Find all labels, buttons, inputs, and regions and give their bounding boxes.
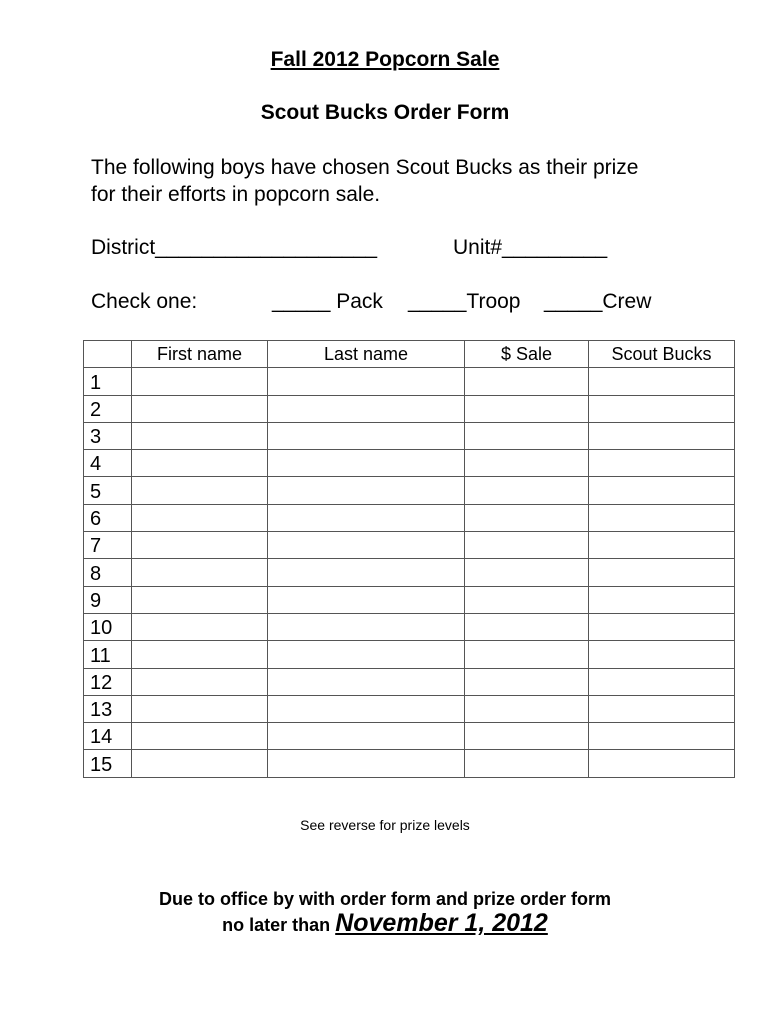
row-number: 1 bbox=[84, 368, 132, 395]
last-name-cell[interactable] bbox=[268, 668, 465, 695]
last-name-cell[interactable] bbox=[268, 532, 465, 559]
last-name-cell[interactable] bbox=[268, 504, 465, 531]
last-name-cell[interactable] bbox=[268, 695, 465, 722]
check-one-label: Check one: bbox=[91, 290, 198, 313]
row-number: 5 bbox=[84, 477, 132, 504]
row-number: 2 bbox=[84, 395, 132, 422]
column-header-last-name: Last name bbox=[268, 341, 465, 368]
last-name-cell[interactable] bbox=[268, 477, 465, 504]
table-row bbox=[84, 750, 735, 777]
table-row bbox=[84, 723, 735, 750]
sale-cell[interactable] bbox=[465, 504, 589, 531]
sale-cell[interactable] bbox=[465, 613, 589, 640]
pack-option[interactable]: _____ Pack bbox=[272, 290, 383, 313]
due-line-1: Due to office by with order form and prize order form bbox=[158, 889, 612, 909]
unit-field[interactable]: Unit#_________ bbox=[453, 236, 608, 259]
form-title: Fall 2012 Popcorn Sale bbox=[270, 48, 500, 71]
last-name-cell[interactable] bbox=[268, 368, 465, 395]
column-header-number bbox=[84, 341, 132, 368]
table-body bbox=[84, 368, 735, 777]
scout-bucks-cell[interactable] bbox=[589, 368, 735, 395]
intro-text: The following boys have chosen Scout Bucks as their prize for their efforts in popcorn sale. bbox=[91, 156, 639, 206]
scout-bucks-cell[interactable] bbox=[589, 477, 735, 504]
scout-bucks-cell[interactable] bbox=[589, 532, 735, 559]
sale-cell[interactable] bbox=[465, 368, 589, 395]
first-name-cell[interactable] bbox=[132, 586, 268, 613]
last-name-cell[interactable] bbox=[268, 613, 465, 640]
due-date: November 1, 2012 bbox=[335, 909, 548, 937]
sale-cell[interactable] bbox=[465, 723, 589, 750]
table-row bbox=[84, 504, 735, 531]
column-header-scout-bucks: Scout Bucks bbox=[589, 341, 735, 368]
scout-bucks-cell[interactable] bbox=[589, 504, 735, 531]
table-row bbox=[84, 422, 735, 449]
table-row bbox=[84, 613, 735, 640]
first-name-cell[interactable] bbox=[132, 477, 268, 504]
sale-cell[interactable] bbox=[465, 395, 589, 422]
column-header-first-name: First name bbox=[132, 341, 268, 368]
first-name-cell[interactable] bbox=[132, 422, 268, 449]
row-number: 12 bbox=[84, 668, 132, 695]
last-name-cell[interactable] bbox=[268, 422, 465, 449]
first-name-cell[interactable] bbox=[132, 613, 268, 640]
last-name-cell[interactable] bbox=[268, 723, 465, 750]
due-line-2 bbox=[0, 909, 770, 938]
table-row bbox=[84, 668, 735, 695]
row-number: 11 bbox=[84, 641, 132, 668]
first-name-cell[interactable] bbox=[132, 504, 268, 531]
sale-cell[interactable] bbox=[465, 559, 589, 586]
last-name-cell[interactable] bbox=[268, 641, 465, 668]
table-row bbox=[84, 695, 735, 722]
row-number: 7 bbox=[84, 532, 132, 559]
scout-bucks-cell[interactable] bbox=[589, 723, 735, 750]
table-row bbox=[84, 532, 735, 559]
scout-bucks-cell[interactable] bbox=[589, 613, 735, 640]
first-name-cell[interactable] bbox=[132, 723, 268, 750]
sale-cell[interactable] bbox=[465, 750, 589, 777]
table-row bbox=[84, 641, 735, 668]
scout-bucks-cell[interactable] bbox=[589, 450, 735, 477]
scout-bucks-cell[interactable] bbox=[589, 695, 735, 722]
table-row bbox=[84, 450, 735, 477]
first-name-cell[interactable] bbox=[132, 750, 268, 777]
last-name-cell[interactable] bbox=[268, 559, 465, 586]
row-number: 4 bbox=[84, 450, 132, 477]
row-number: 8 bbox=[84, 559, 132, 586]
scout-bucks-cell[interactable] bbox=[589, 586, 735, 613]
district-field[interactable]: District___________________ bbox=[91, 236, 378, 259]
first-name-cell[interactable] bbox=[132, 395, 268, 422]
first-name-cell[interactable] bbox=[132, 668, 268, 695]
column-header-sale: $ Sale bbox=[465, 341, 589, 368]
table-row bbox=[84, 477, 735, 504]
first-name-cell[interactable] bbox=[132, 368, 268, 395]
first-name-cell[interactable] bbox=[132, 695, 268, 722]
scout-bucks-cell[interactable] bbox=[589, 750, 735, 777]
row-number: 9 bbox=[84, 586, 132, 613]
sale-cell[interactable] bbox=[465, 422, 589, 449]
sale-cell[interactable] bbox=[465, 695, 589, 722]
scout-bucks-cell[interactable] bbox=[589, 395, 735, 422]
scout-bucks-cell[interactable] bbox=[589, 422, 735, 449]
last-name-cell[interactable] bbox=[268, 750, 465, 777]
first-name-cell[interactable] bbox=[132, 641, 268, 668]
table-row bbox=[84, 395, 735, 422]
last-name-cell[interactable] bbox=[268, 395, 465, 422]
first-name-cell[interactable] bbox=[132, 532, 268, 559]
scout-bucks-cell[interactable] bbox=[589, 668, 735, 695]
table-row bbox=[84, 368, 735, 395]
due-prefix: no later than bbox=[222, 915, 331, 935]
scout-bucks-cell[interactable] bbox=[589, 559, 735, 586]
last-name-cell[interactable] bbox=[268, 450, 465, 477]
row-number: 13 bbox=[84, 695, 132, 722]
sale-cell[interactable] bbox=[465, 477, 589, 504]
row-number: 10 bbox=[84, 613, 132, 640]
table-row bbox=[84, 559, 735, 586]
scout-bucks-cell[interactable] bbox=[589, 641, 735, 668]
table-header-row bbox=[84, 341, 735, 368]
sale-cell[interactable] bbox=[465, 586, 589, 613]
sale-cell[interactable] bbox=[465, 668, 589, 695]
row-number: 14 bbox=[84, 723, 132, 750]
scout-bucks-table bbox=[83, 340, 735, 778]
last-name-cell[interactable] bbox=[268, 586, 465, 613]
first-name-cell[interactable] bbox=[132, 450, 268, 477]
sale-cell[interactable] bbox=[465, 641, 589, 668]
row-number: 15 bbox=[84, 750, 132, 777]
first-name-cell[interactable] bbox=[132, 559, 268, 586]
row-number: 6 bbox=[84, 504, 132, 531]
crew-option[interactable]: _____Crew bbox=[544, 290, 652, 313]
sale-cell[interactable] bbox=[465, 450, 589, 477]
sale-cell[interactable] bbox=[465, 532, 589, 559]
reverse-note: See reverse for prize levels bbox=[300, 817, 470, 833]
row-number: 3 bbox=[84, 422, 132, 449]
table-row bbox=[84, 586, 735, 613]
form-subtitle: Scout Bucks Order Form bbox=[260, 101, 510, 124]
troop-option[interactable]: _____Troop bbox=[408, 290, 521, 313]
